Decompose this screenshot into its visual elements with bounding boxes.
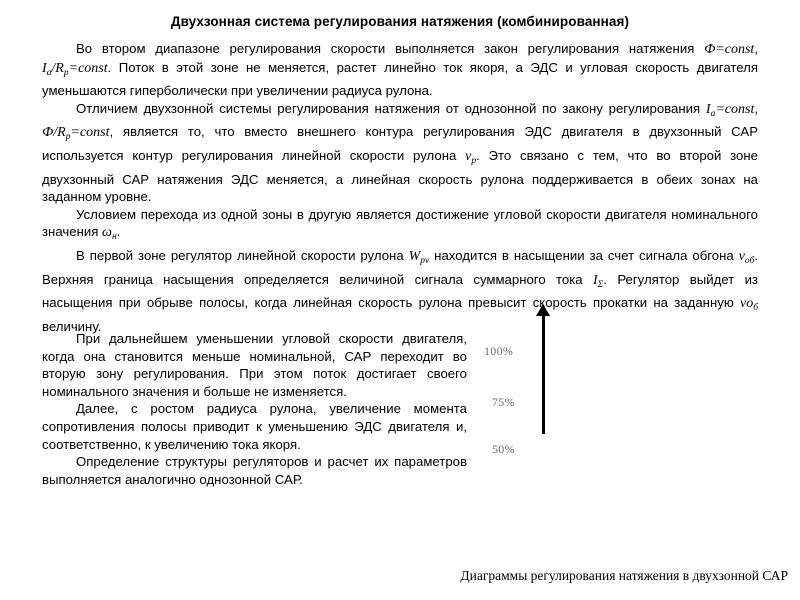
paragraph-3: Условием перехода из одной зоны в другую является достижение угловой скорости двигателя номинального значения $\omega_н$. bbox=[42, 206, 758, 243]
axis-arrow-line-icon bbox=[542, 314, 545, 434]
paragraph-1: Во втором диапазоне регулирования скорости выполняется закон регулирования натяжения Ф=const, $I_a/R_p=const$. Поток в этой зоне не меняется, растет линейно ток якоря, а ЭДС и угловая скорость двигателя уменьшаются гиперболически при увеличении радиуса рулона. bbox=[42, 41, 758, 99]
lower-text-column bbox=[42, 330, 467, 488]
main-text-column bbox=[42, 40, 758, 335]
paragraph-5: При дальнейшем уменьшении угловой скорости двигателя, когда она становится меньше номинальной, САР переходит во вторую зону регулирования. При этом поток достигает своего номинального значения и больше не изменяется. bbox=[42, 331, 467, 399]
paragraph-7: Определение структуры регуляторов и расчет их параметров выполняется аналогично однозонной САР. bbox=[42, 454, 467, 487]
paragraph-6: Далее, с ростом радиуса рулона, увеличение момента сопротивления полосы приводит к уменьшению ЭДС двигателя и, соответственно, к увеличению тока якоря. bbox=[42, 401, 467, 452]
page-title: Двухзонная система регулирования натяжения (комбинированная) bbox=[170, 14, 630, 29]
footer-caption: Диаграммы регулирования натяжения в двухзонной САР bbox=[460, 568, 788, 583]
tick-label-100: 100% bbox=[484, 344, 514, 358]
tension-diagram bbox=[478, 312, 778, 527]
paragraph-2: Отличием двухзонной системы регулирования натяжения от однозонной по закону регулирования $I_a=const$, $Ф/R_p=const$, является то, что вместо внешнего контура регулирования ЭДС двигателя в двухзонный САР используется контур регулирования линейной скорости рулона $v_p$. Это связано с тем, что во второй зоне двухзонный САР натяжения ЭДС меняется, а линейная скорость рулона поддерживается в обеих зонах на заданном уровне. bbox=[42, 100, 759, 205]
tick-label-50: 50% bbox=[492, 442, 515, 456]
tick-label-75: 75% bbox=[492, 395, 515, 409]
paragraph-4: В первой зоне регулятор линейной скорости рулона $W_{pv}$ находится в насыщении за счет сигнала обгона $v_{об}$. Верхняя граница насыщения определяется величиной сигнала суммарного тока $I_\Sigma$. Регулятор выйдет из насыщения при обрыве полосы, когда линейная скорость рулона превысит скорость прокатки на заданную $vo_б$ величину. bbox=[42, 247, 758, 334]
